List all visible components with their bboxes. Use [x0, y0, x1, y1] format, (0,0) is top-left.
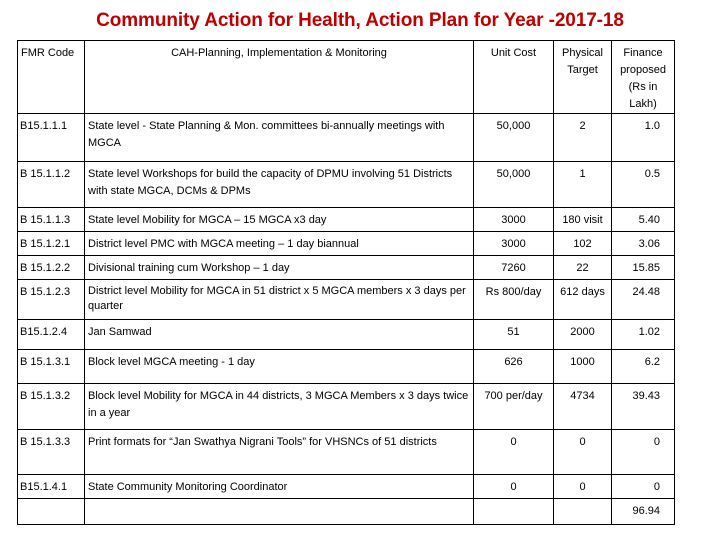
table-row	[18, 280, 675, 320]
table-row	[18, 384, 675, 430]
cell-activity: State level Workshops for build the capacity of DPMU involving 51 Districts with state MGCA, DCMs & DPMs	[85, 162, 474, 208]
total-empty-cell	[85, 499, 474, 525]
cell-physical-target: 2	[554, 114, 612, 162]
cell-finance: 0	[612, 430, 675, 475]
cell-fmr-code: B 15.1.1.3	[18, 208, 85, 232]
table-row	[18, 256, 675, 280]
cell-unit-cost: 0	[474, 475, 554, 499]
table-header-row	[18, 41, 675, 114]
table-row	[18, 114, 675, 162]
total-row	[18, 499, 675, 525]
cell-unit-cost: 3000	[474, 208, 554, 232]
cell-physical-target: 180 visit	[554, 208, 612, 232]
cell-fmr-code: B 15.1.3.3	[18, 430, 85, 475]
cell-finance: 0	[612, 475, 675, 499]
header-fmr-code: FMR Code	[18, 41, 85, 114]
cell-finance: 1.02	[612, 320, 675, 350]
cell-unit-cost: Rs 800/day	[474, 280, 554, 320]
cell-fmr-code: B15.1.1.1	[18, 114, 85, 162]
page-title: Community Action for Health, Action Plan for Year -2017-18	[96, 10, 624, 31]
cell-activity: State level - State Planning & Mon. committees bi-annually meetings with MGCA	[85, 114, 474, 162]
cell-finance: 0.5	[612, 162, 675, 208]
cell-fmr-code: B15.1.4.1	[18, 475, 85, 499]
total-empty-cell	[474, 499, 554, 525]
total-empty-cell	[554, 499, 612, 525]
action-plan-table	[17, 40, 675, 525]
cell-finance: 3.06	[612, 232, 675, 256]
cell-fmr-code: B 15.1.2.1	[18, 232, 85, 256]
cell-activity: District level PMC with MGCA meeting – 1 day biannual	[85, 232, 474, 256]
table-row	[18, 208, 675, 232]
cell-unit-cost: 3000	[474, 232, 554, 256]
header-unit-cost: Unit Cost	[474, 41, 554, 114]
cell-finance: 5.40	[612, 208, 675, 232]
cell-fmr-code: B 15.1.2.2	[18, 256, 85, 280]
cell-activity: Print formats for “Jan Swathya Nigrani Tools” for VHSNCs of 51 districts	[85, 430, 474, 475]
cell-fmr-code: B 15.1.2.3	[18, 280, 85, 320]
table-row	[18, 320, 675, 350]
cell-fmr-code: B 15.1.3.2	[18, 384, 85, 430]
cell-activity: State level Mobility for MGCA – 15 MGCA x3 day	[85, 208, 474, 232]
cell-physical-target: 4734	[554, 384, 612, 430]
cell-activity: Block level Mobility for MGCA in 44 districts, 3 MGCA Members x 3 days twice in a year	[85, 384, 474, 430]
cell-unit-cost: 50,000	[474, 162, 554, 208]
table-row	[18, 232, 675, 256]
cell-finance: 6.2	[612, 350, 675, 384]
cell-unit-cost: 0	[474, 430, 554, 475]
cell-unit-cost: 50,000	[474, 114, 554, 162]
table-row	[18, 162, 675, 208]
total-empty-cell	[18, 499, 85, 525]
header-activity: CAH-Planning, Implementation & Monitoring	[85, 41, 474, 114]
cell-activity: State Community Monitoring Coordinator	[85, 475, 474, 499]
cell-activity: Jan Samwad	[85, 320, 474, 350]
table-row	[18, 350, 675, 384]
cell-physical-target: 102	[554, 232, 612, 256]
cell-physical-target: 1000	[554, 350, 612, 384]
table-row	[18, 475, 675, 499]
header-physical-target: Physical Target	[554, 41, 612, 114]
total-finance: 96.94	[612, 499, 675, 525]
cell-activity: Divisional training cum Workshop – 1 day	[85, 256, 474, 280]
cell-unit-cost: 51	[474, 320, 554, 350]
cell-activity: Block level MGCA meeting - 1 day	[85, 350, 474, 384]
cell-physical-target: 612 days	[554, 280, 612, 320]
cell-finance: 1.0	[612, 114, 675, 162]
cell-physical-target: 0	[554, 430, 612, 475]
cell-physical-target: 22	[554, 256, 612, 280]
cell-fmr-code: B15.1.2.4	[18, 320, 85, 350]
cell-finance: 15.85	[612, 256, 675, 280]
cell-unit-cost: 626	[474, 350, 554, 384]
header-finance: Finance proposed (Rs in Lakh)	[612, 41, 675, 114]
cell-physical-target: 0	[554, 475, 612, 499]
table-row	[18, 430, 675, 475]
cell-activity: District level Mobility for MGCA in 51 district x 5 MGCA members x 3 days per quarter	[85, 280, 474, 320]
cell-unit-cost: 7260	[474, 256, 554, 280]
cell-unit-cost: 700 per/day	[474, 384, 554, 430]
cell-fmr-code: B 15.1.3.1	[18, 350, 85, 384]
cell-finance: 39.43	[612, 384, 675, 430]
cell-fmr-code: B 15.1.1.2	[18, 162, 85, 208]
cell-finance: 24.48	[612, 280, 675, 320]
cell-physical-target: 1	[554, 162, 612, 208]
cell-physical-target: 2000	[554, 320, 612, 350]
